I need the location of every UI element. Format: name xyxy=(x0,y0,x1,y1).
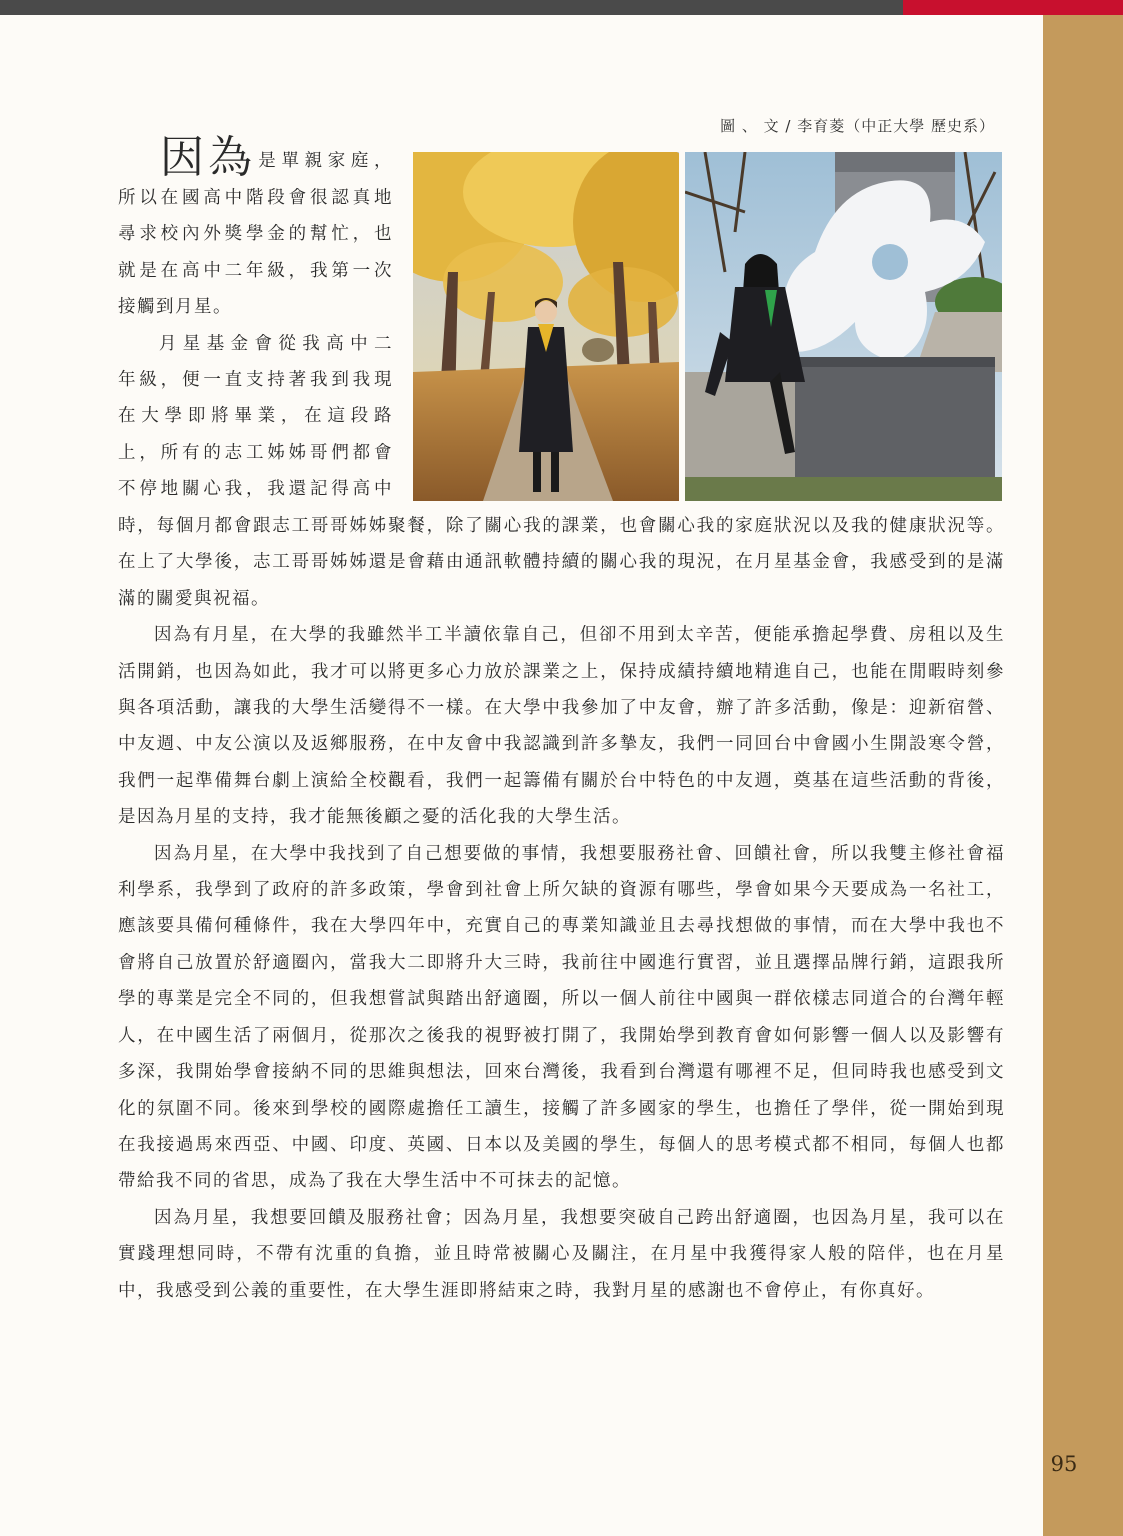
intro-line-8: 在大學即將畢業，在這段路 xyxy=(118,406,393,427)
intro-column xyxy=(118,132,394,508)
intro-line-5: 接觸到月星。 xyxy=(118,297,232,318)
photo-graduate-sculpture xyxy=(685,152,1002,501)
side-band xyxy=(1043,15,1123,1536)
page-number: 95 xyxy=(1050,1452,1078,1476)
side-band-top xyxy=(1043,0,1123,15)
top-bar-accent xyxy=(903,0,1043,15)
paragraph-3: 因為有月星，在大學的我雖然半工半讀依靠自己，但卻不用到太辛苦，便能承擔起學費、房租以及生活開銷，也因為如此，我才可以將更多心力放於課業之上，保持成績持續地精進自己，也能在閒暇時刻參與各項活動，讓我的大學生活變得不一樣。在大學中我參加了中友會，辦了許多活動，像是：迎新宿營、中友週、中友公演以及返鄉服務，在中友會中我認識到許多摯友，我們一同回台中會國小生開設寒令營，我們一起準備舞台劇上演給全校觀看，我們一起籌備有關於台中特色的中友週，奠基在這些活動的背後，是因為月星的支持，我才能無後顧之憂的活化我的大學生活。 xyxy=(118,625,1005,828)
paragraph-2-continued: 時，每個月都會跟志工哥哥姊姊聚餐，除了關心我的課業，也會關心我的家庭狀況以及我的健康狀況等。在上了大學後，志工哥哥姊姊還是會藉由通訊軟體持續的關心我的現況，在月星基金會，我感受到的是滿滿的關愛與祝福。 xyxy=(118,516,1005,609)
intro-line-1: 因為 是單親家庭， xyxy=(160,132,394,183)
author-credit: 圖 、 文 / 李育菱（中正大學 歷史系） xyxy=(720,117,995,135)
intro-line-3: 尋求校內外獎學金的幫忙，也 xyxy=(118,224,393,245)
intro-line-2: 所以在國高中階段會很認真地 xyxy=(118,188,393,208)
top-bar xyxy=(0,0,903,15)
dropcap: 因為 xyxy=(160,132,257,183)
intro-line-6: 月星基金會從我高中二 xyxy=(154,333,393,354)
intro-line-10: 不停地關心我，我還記得高中 xyxy=(118,479,393,500)
intro-line-4: 就是在高中二年級，我第一次 xyxy=(118,260,393,281)
article-body xyxy=(118,508,1005,1309)
paragraph-5: 因為月星，我想要回饋及服務社會；因為月星，我想要突破自己跨出舒適圈，也因為月星，我可以在實踐理想同時，不帶有沈重的負擔，並且時常被關心及關注，在月星中我獲得家人般的陪伴，也在月星中，我感受到公義的重要性，在大學生涯即將結束之時，我對月星的感謝也不會停止，有你真好。 xyxy=(118,1207,1005,1301)
photo-graduate-golden-trees xyxy=(413,152,679,501)
intro-line-7: 年級，便一直支持著我到我現 xyxy=(118,370,393,391)
intro-line-9: 上，所有的志工姊姊哥們都會 xyxy=(118,442,393,463)
paragraph-4: 因為月星，在大學中我找到了自己想要做的事情，我想要服務社會、回饋社會，所以我雙主修社會福利學系，我學到了政府的許多政策，學會到社會上所欠缺的資源有哪些，學會如果今天要成為一名社工，應該要具備何種條件，我在大學四年中，充實自己的專業知識並且去尋找想做的事情，而在大學中我也不會將自己放置於舒適圈內，當我大二即將升大三時，我前往中國進行實習，並且選擇品牌行銷，這跟我所學的專業是完全不同的，但我想嘗試與踏出舒適圈，所以一個人前往中國與一群依樣志同道合的台灣年輕人，在中國生活了兩個月，從那次之後我的視野被打開了，我開始學到教育會如何影響一個人以及影響有多深，我開始學會接納不同的思維與想法，回來台灣後，我看到台灣還有哪裡不足，但同時我也感受到文化的氛圍不同。後來到學校的國際處擔任工讀生，接觸了許多國家的學生，也擔任了學伴，從一開始到現在我接過馬來西亞、中國、印度、英國、日本以及美國的學生，每個人的思考模式都不相同，每個人也都帶給我不同的省思，成為了我在大學生活中不可抹去的記憶。 xyxy=(118,843,1005,1192)
